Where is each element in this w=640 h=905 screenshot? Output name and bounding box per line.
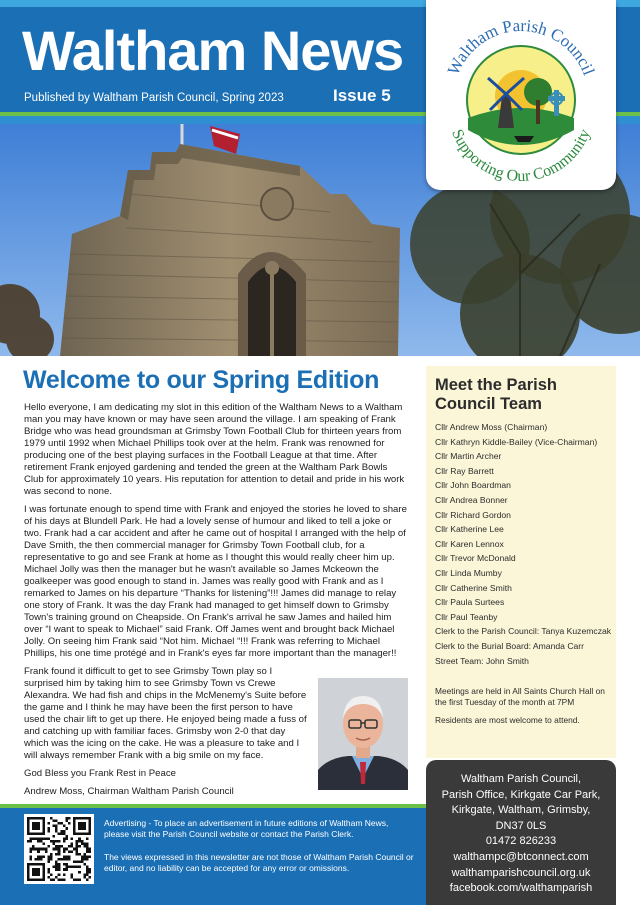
qr-code[interactable] [24,814,94,884]
contact-box [426,760,616,905]
council-member: Cllr Paula Surtees [435,597,505,608]
qr-code-pattern [27,817,91,881]
council-member: Cllr Andrew Moss (Chairman) [435,422,548,432]
article-paragraph: I was fortunate enough to spend time with Frank and enjoyed the stories he loved to share of his days at Blundell Park. He had a lovely sense of humour and liked to tell a joke or two. Frank had a car accident and after he came out of hospital I arranged with the help of Dave Smith, the then commercial manager for Grimsby Town Football club, for a representative to go and see Frank at home as I thought this would really cheer him up. Michael Jolly was then the manager but he wasn't available so James Mckeown the goalkeeper was good enough to stand in. James was really good with Frank and as I remarked to James on his departure “Thanks for listening”!!! James did manage to relay one story of Frank. It was the day Frank had managed to get himself down to Grimsby Town's training ground on Cheapside. On Frank's arrival he saw James and hailed him over “I want to speak to Michael” said Frank. Off James went and brought back Michael Jolly. On seeing him Frank said “Not him. Michael “!!! Frank was referring to Michael Phillips, his one time protégé and in Frank's eyes far more important than the manager!! [24,504,407,659]
contact-facebook[interactable]: facebook.com/walthamparish [449,882,593,895]
council-team-sidebar [426,366,616,758]
council-member: Cllr Karen Lennox [435,538,504,549]
council-member: Clerk to the Parish Council: Tanya Kuzemczak [435,626,612,637]
footer-bar [0,804,426,905]
council-member: Cllr Linda Mumby [435,567,502,578]
publisher-line: Published by Waltham Parish Council, Spring 2023 [24,92,284,104]
footer-green-strip [0,804,426,808]
council-member-list [435,420,612,668]
council-member: Cllr Andrea Bonner [435,494,508,505]
article-paragraph: Hello everyone, I am dedicating my slot in this edition of the Waltham News to a Waltham man you may have known or may have seen around the village. I am speaking of Frank Bridge who was head groundsman at Grimsby Town Football Club for thirteen years from 1979 until 1992 when Michael Phillips took over at the helm. Frank was renowned for producing one of the best playing surfaces in the Football League at that time. After retirement Frank enjoyed gardening and tended the green at the Waltham Park Bowls Club for approximately 10 years. His reputation for attention to detail and pride in his work was second to none. [24,402,405,497]
contact-address-line: Kirkgate, Waltham, Grimsby, [451,804,591,817]
contact-postcode: DN37 0LS [495,819,547,832]
contact-address-line: Parish Office, Kirkgate Car Park, [441,788,601,801]
council-member: Cllr Katherine Lee [435,524,504,535]
article-paragraph: Frank found it difficult to get to see Grimsby Town play so I surprised him by taking him to see Grimsby Town vs Crewe Alexandra. We had fish and chips in the McMenemy's Suite before the game and I think he may have been the first person to have used the chair lift to get up there. He enjoyed being made a fuss of and catching up with familiar faces. Grimsby won 2-0 that day which was the icing on the cake. He was a pleasure to take and I will always remember Frank with a big smile on my face. [24,666,307,761]
logo-bottom-text: Supporting Our Community [448,126,594,186]
logo-emblem [426,0,616,190]
contact-phone: 01472 826233 [485,835,557,848]
contact-email[interactable]: walthampc@btconnect.com [453,850,589,863]
council-member: Cllr John Boardman [435,480,511,491]
council-member: Cllr Kathryn Kiddle-Bailey (Vice-Chairman) [435,436,598,447]
contact-website[interactable]: walthamparishcouncil.org.uk [451,866,591,879]
council-member: Cllr Trevor McDonald [435,553,516,564]
logo-top-text: Waltham Parish Council [443,15,599,78]
portrait-illustration [318,678,408,790]
advertising-note: Advertising - To place an advertisement in future editions of Waltham News, please visit the Parish Council website or contact the Parish Clerk. [104,818,389,839]
article-headline: Welcome to our Spring Edition [23,366,380,394]
council-member: Cllr Catherine Smith [435,582,512,593]
sidebar-title: Meet the Parish Council Team [435,376,557,413]
disclaimer-note: The views expressed in this newsletter are not those of Waltham Parish Council or editor, and no liability can be accepted for any error or omissions. [104,852,414,873]
newsletter-title: Waltham News [22,19,404,82]
council-member: Clerk to the Burial Board: Amanda Carr [435,640,585,651]
council-member: Cllr Martin Archer [435,451,502,462]
author-portrait [318,678,408,790]
council-member: Street Team: John Smith [435,655,529,666]
contact-name: Waltham Parish Council, [460,773,582,785]
meeting-info: Meetings are held in All Saints Church Hall on the first Tuesday of the month at 7PM [435,686,605,707]
council-member: Cllr Ray Barrett [435,465,494,476]
article-sign-off: God Bless you Frank Rest in Peace [24,768,176,779]
residents-welcome: Residents are most welcome to attend. [435,715,580,726]
council-member: Cllr Paul Teanby [435,611,498,622]
council-member: Cllr Richard Gordon [435,509,511,520]
issue-number: Issue 5 [333,86,391,105]
parish-council-logo [426,0,616,190]
article-author: Andrew Moss, Chairman Waltham Parish Council [24,786,234,797]
